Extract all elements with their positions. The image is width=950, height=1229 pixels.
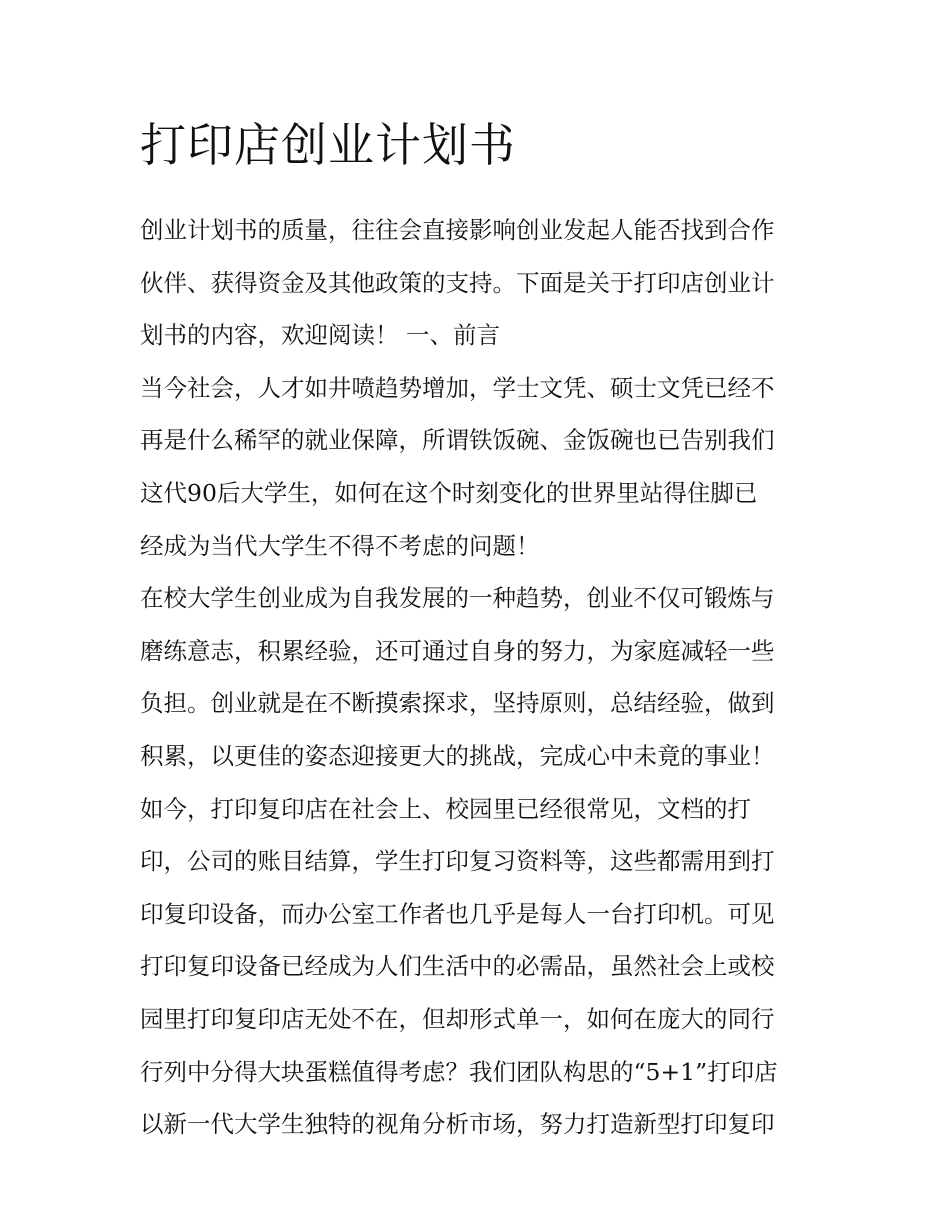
text-line: 这代90后大学生，如何在这个时刻变化的世界里站得住脚已 xyxy=(140,478,758,507)
text-line: 磨练意志，积累经验，还可通过自身的努力，为家庭减轻一些 xyxy=(140,636,775,665)
document-title: 打印店创业计划书 xyxy=(140,118,516,172)
text-line: 积累，以更佳的姿态迎接更大的挑战，完成心中未竟的事业！ xyxy=(140,741,775,770)
text-line: 如今，打印复印店在社会上、校园里已经很常见，文档的打 xyxy=(140,794,751,823)
text-line: 伙伴、获得资金及其他政策的支持。下面是关于打印店创业计 xyxy=(140,268,775,297)
text-line: 当今社会，人才如井喷趋势增加，学士文凭、硕士文凭已经不 xyxy=(140,373,775,402)
text-line: 经成为当代大学生不得不考虑的问题！ xyxy=(140,531,540,560)
text-line: 创业计划书的质量，往往会直接影响创业发起人能否找到合作 xyxy=(140,216,775,244)
text-line: 以新一代大学生独特的视角分析市场，努力打造新型打印复印 xyxy=(140,1110,775,1139)
text-line: 园里打印复印店无处不在，但却形式单一，如何在庞大的同行 xyxy=(140,1004,775,1033)
text-line: 在校大学生创业成为自我发展的一种趋势，创业不仅可锻炼与 xyxy=(140,584,775,613)
text-line: 划书的内容，欢迎阅读！ 一、前言 xyxy=(140,321,500,350)
text-line: 再是什么稀罕的就业保障，所谓铁饭碗、金饭碗也已告别我们 xyxy=(140,426,775,455)
text-line: 负担。创业就是在不断摸索探求，坚持原则，总结经验，做到 xyxy=(140,689,775,718)
document-body xyxy=(140,204,820,1151)
text-line: 印，公司的账目结算，学生打印复习资料等，这些都需用到打 xyxy=(140,847,775,876)
text-line: 打印复印设备已经成为人们生活中的必需品，虽然社会上或校 xyxy=(140,952,775,981)
text-line: 印复印设备，而办公室工作者也几乎是每人一台打印机。可见 xyxy=(140,899,775,928)
document-page xyxy=(140,112,820,1151)
text-line: 行列中分得大块蛋糕值得考虑？我们团队构思的“5+1”打印店 xyxy=(140,1057,778,1086)
